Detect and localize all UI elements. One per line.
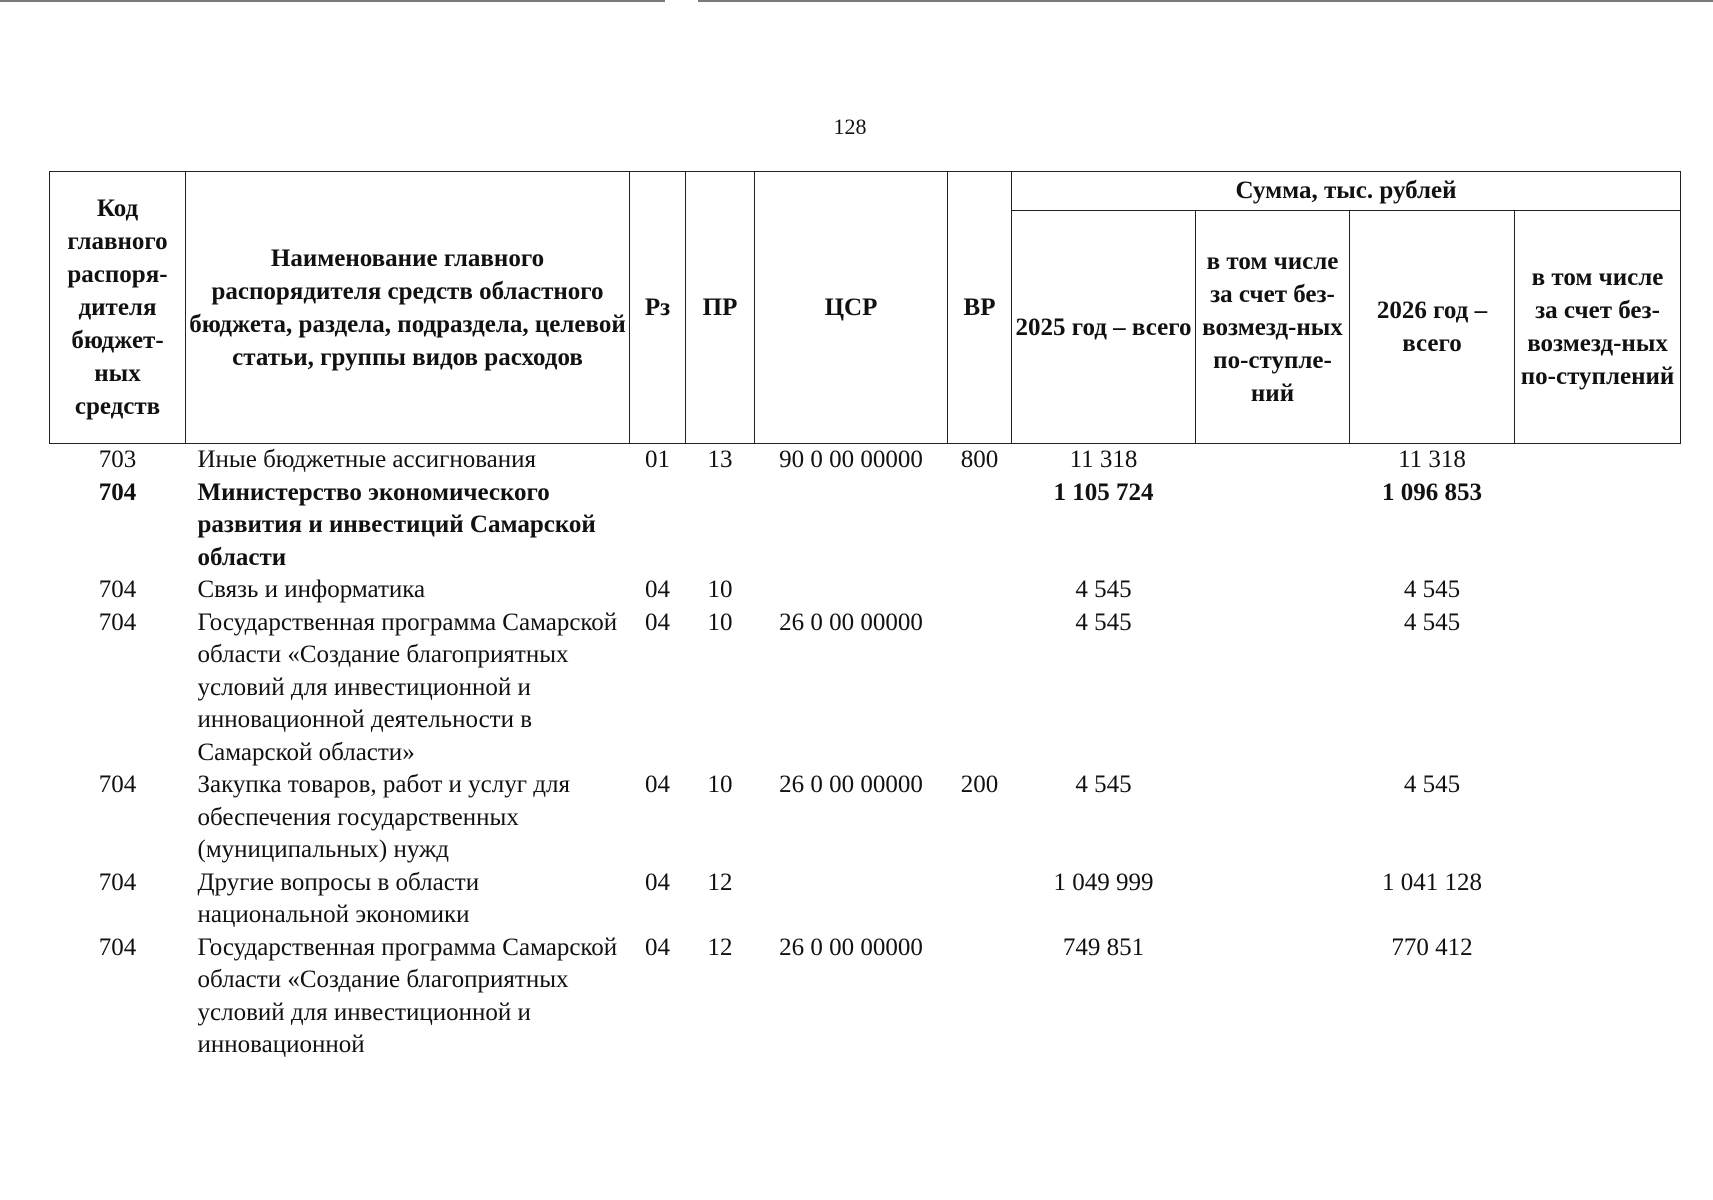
cell-pr: 12: [707, 868, 733, 896]
cell-csr: [755, 867, 948, 932]
cell-2025-free: [1196, 867, 1350, 932]
header-2026-free: в том числе за счет без-возмезд-ных по-ступлений: [1515, 211, 1681, 444]
cell-2025-free: [1196, 444, 1350, 477]
cell-code: 704: [98, 478, 137, 506]
header-sum: Сумма, тыс. рублей: [1012, 172, 1681, 211]
cell-2026-free: [1515, 574, 1681, 607]
cell-vr: [948, 574, 1012, 607]
table-row: [50, 769, 1681, 867]
cell-2025-total: 749 851: [1062, 933, 1145, 961]
scan-edge-line-left: [0, 0, 665, 2]
cell-vr: 800: [960, 446, 999, 473]
table-body: [50, 444, 1681, 1062]
cell-2026-free: [1515, 769, 1681, 867]
cell-name: Министерство экономического развития и инвестиций Самарской области: [197, 478, 596, 571]
header-2026-total: 2026 год – всего: [1350, 211, 1515, 444]
cell-2026-free: [1515, 444, 1681, 477]
header-name: Наименование главного распорядителя средств областного бюджета, раздела, подраздела, целевой статьи, группы видов расходов: [186, 172, 630, 444]
cell-2025-total: 1 049 999: [1053, 868, 1154, 896]
cell-csr: 26 0 00 00000: [779, 933, 923, 961]
header-csr: ЦСР: [755, 172, 948, 444]
cell-2026-total: 1 096 853: [1382, 478, 1482, 506]
cell-pr: 10: [707, 576, 733, 603]
cell-rz: 04: [645, 608, 670, 636]
header-2025-free: в том числе за счет без-возмезд-ных по-ступле-ний: [1196, 211, 1350, 444]
table-row: [50, 477, 1681, 575]
cell-rz: 04: [645, 771, 670, 798]
cell-pr: 10: [707, 771, 733, 798]
cell-rz: 04: [645, 868, 670, 896]
cell-rz: 04: [645, 576, 670, 603]
page-number: 128: [833, 114, 867, 139]
cell-csr: [755, 574, 948, 607]
cell-2025-total: 4 545: [1075, 576, 1132, 603]
cell-code: 704: [98, 608, 137, 636]
header-2025-total: 2025 год – всего: [1012, 211, 1196, 444]
cell-2025-free: [1196, 477, 1350, 575]
cell-code: 704: [98, 933, 137, 961]
cell-csr: 26 0 00 00000: [779, 771, 923, 798]
cell-code: 704: [98, 868, 137, 896]
cell-vr: [948, 932, 1012, 1062]
cell-rz: [630, 477, 686, 575]
scan-edge-line-right: [698, 0, 1713, 2]
header-rz: Рз: [630, 172, 686, 444]
cell-2026-total: 4 545: [1403, 608, 1461, 636]
table-row: [50, 607, 1681, 770]
cell-2026-free: [1515, 932, 1681, 1062]
cell-vr: 200: [960, 771, 999, 798]
cell-vr: [948, 477, 1012, 575]
cell-2025-free: [1196, 769, 1350, 867]
cell-2026-total: 1 041 128: [1382, 868, 1482, 896]
header-pr: ПР: [686, 172, 755, 444]
cell-2026-total: 11 318: [1398, 446, 1466, 473]
table-row: [50, 574, 1681, 607]
header-vr: ВР: [948, 172, 1012, 444]
cell-pr: 12: [707, 933, 733, 961]
cell-2025-free: [1196, 574, 1350, 607]
cell-code: 704: [98, 576, 137, 603]
cell-name: Иные бюджетные ассигнования: [197, 446, 537, 473]
cell-name: Закупка товаров, работ и услуг для обеспечения государственных (муниципальных) нужд: [197, 771, 570, 863]
cell-pr: 10: [707, 608, 733, 636]
cell-2026-total: 4 545: [1403, 771, 1461, 798]
cell-2026-free: [1515, 607, 1681, 770]
cell-csr: 26 0 00 00000: [779, 608, 923, 636]
cell-2026-total: 770 412: [1391, 933, 1473, 961]
cell-code: 703: [98, 446, 137, 473]
table-row: [50, 867, 1681, 932]
cell-2025-free: [1196, 932, 1350, 1062]
cell-name: Государственная программа Самарской области «Создание благоприятных условий для инвестиционной и инновационной: [197, 933, 618, 1058]
cell-2025-total: 4 545: [1075, 608, 1132, 636]
header-code: Код главного распоря-дителя бюджет-ных средств: [50, 172, 186, 444]
table-header: [50, 172, 1681, 444]
cell-2025-total: 4 545: [1075, 771, 1132, 798]
budget-table: [49, 171, 1681, 1062]
cell-2026-free: [1515, 477, 1681, 575]
cell-pr: 13: [707, 446, 733, 473]
cell-name: Государственная программа Самарской области «Создание благоприятных условий для инвестиционной и инновационной деятельности в Самарской области»: [197, 608, 618, 766]
cell-vr: [948, 607, 1012, 770]
cell-name: Другие вопросы в области национальной экономики: [197, 868, 480, 928]
cell-pr: [686, 477, 755, 575]
cell-2026-free: [1515, 867, 1681, 932]
cell-csr: [755, 477, 948, 575]
cell-code: 704: [98, 771, 137, 798]
cell-2025-free: [1196, 607, 1350, 770]
cell-name: Связь и информатика: [197, 576, 426, 603]
cell-2025-total: 11 318: [1069, 446, 1138, 473]
cell-rz: 04: [645, 933, 670, 961]
cell-vr: [948, 867, 1012, 932]
cell-rz: 01: [645, 446, 670, 473]
cell-2025-total: 1 105 724: [1053, 478, 1154, 506]
cell-2026-total: 4 545: [1403, 576, 1461, 603]
cell-csr: 90 0 00 00000: [779, 446, 923, 473]
table-row: [50, 932, 1681, 1062]
table-row: [50, 444, 1681, 477]
